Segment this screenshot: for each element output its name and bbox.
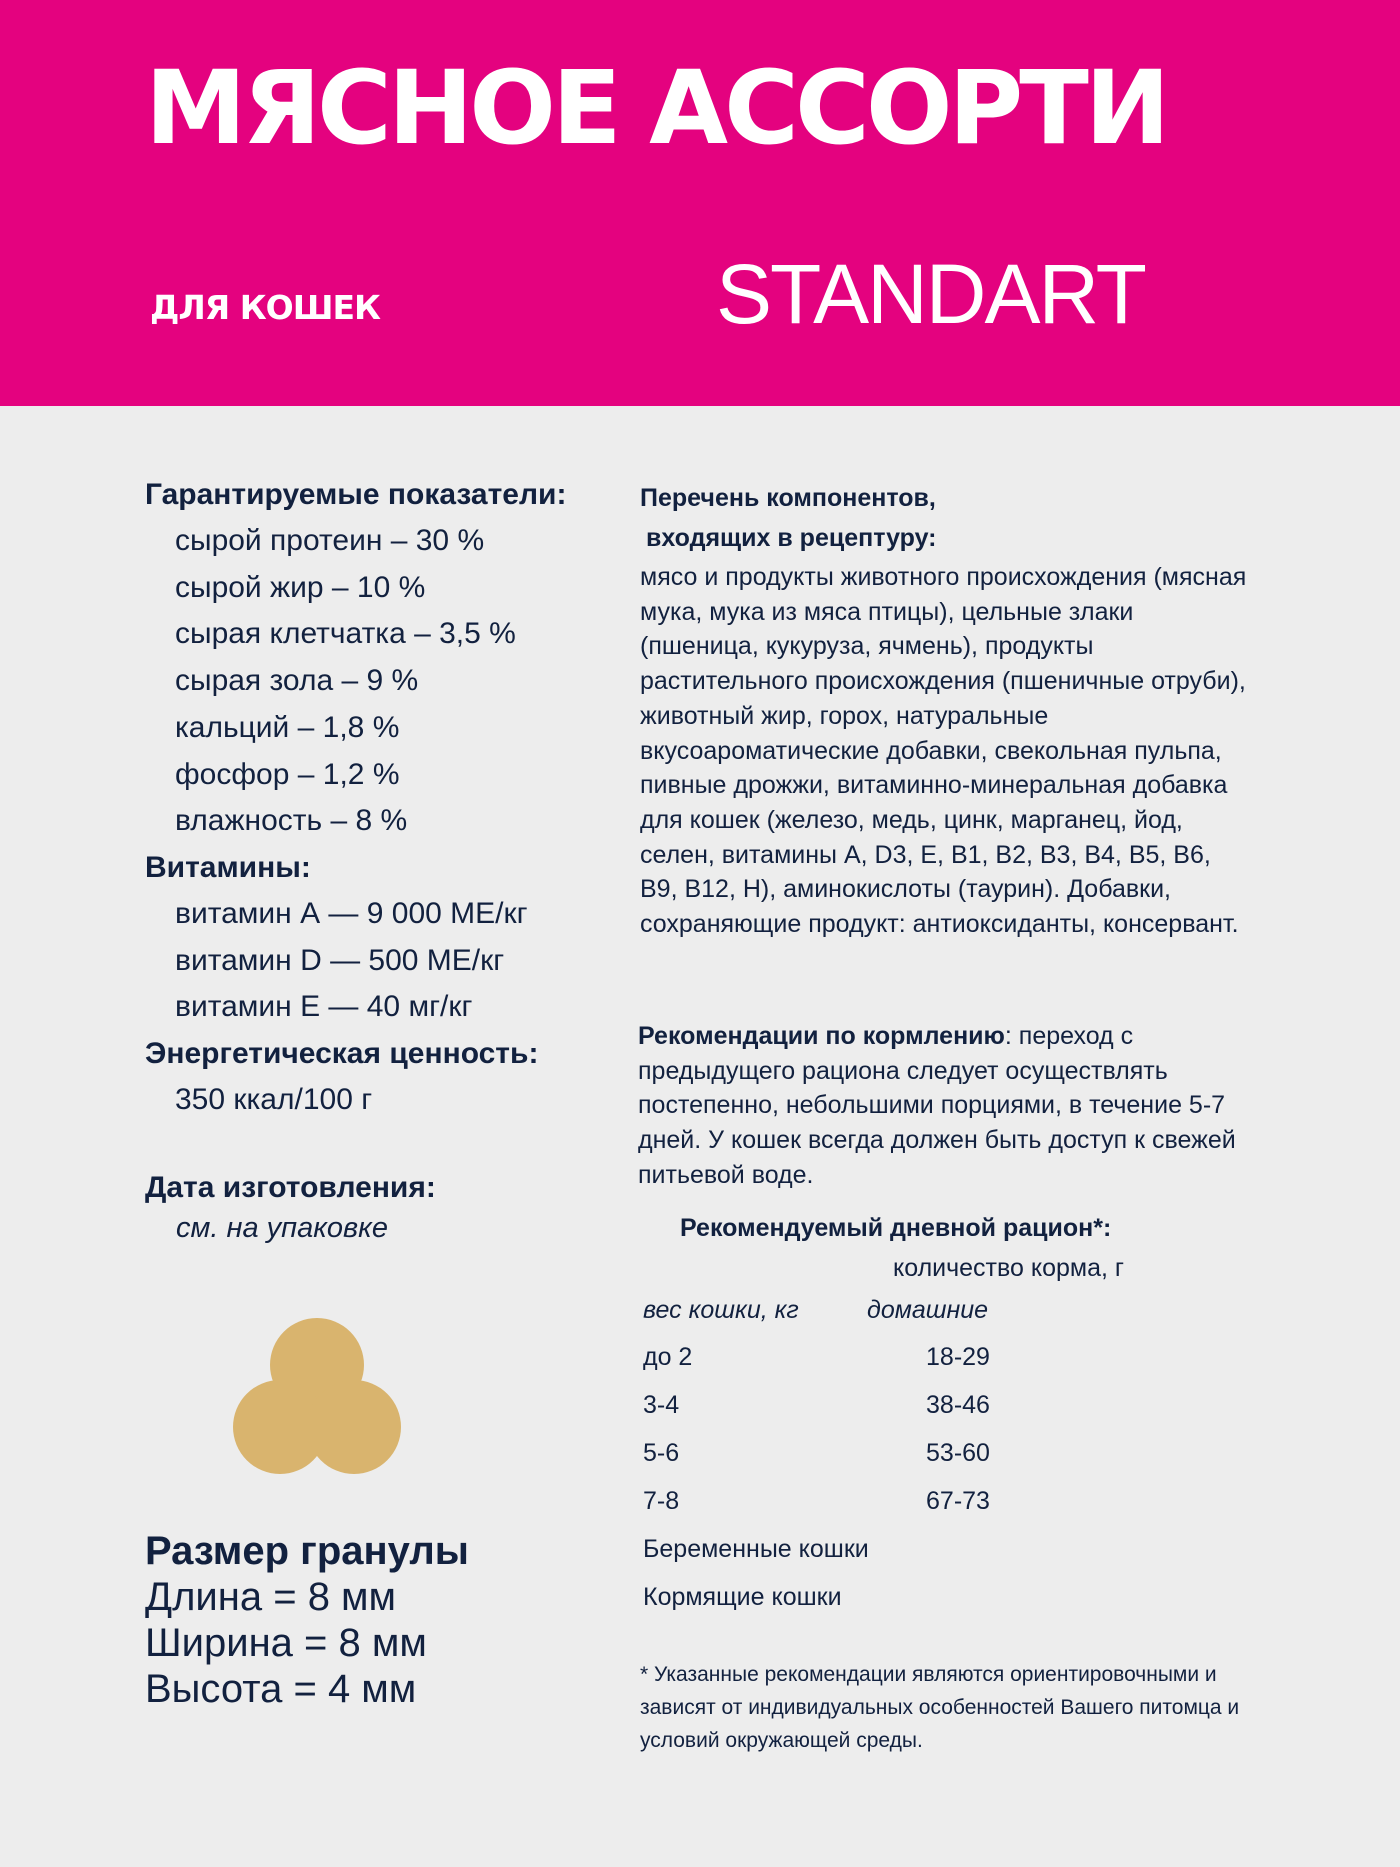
ration-weight: 3-4 (643, 1391, 680, 1419)
ration-col-weight: вес кошки, кг (643, 1296, 799, 1324)
ration-amount: 53-60 (926, 1439, 990, 1467)
feeding-recommendations (638, 1019, 1258, 1193)
guaranteed-item: сырой протеин – 30 % (175, 524, 485, 557)
feeding-text: : переход с предыдущего рациона следует осуществлять постепенно, небольшими порциями, в течение 5-7 дней. У кошек всегда должен быть доступ к свежей питьевой воде. (638, 1022, 1236, 1189)
ration-amount: 38-46 (926, 1391, 990, 1419)
ration-row (643, 1535, 1043, 1575)
components-heading-line2: входящих в рецептуру: (646, 524, 937, 552)
guaranteed-item: сырой жир – 10 % (175, 570, 426, 604)
vitamin-item: витамин Е — 40 мг/кг (175, 990, 473, 1024)
product-title: МЯСНОЕ АССОРТИ (145, 49, 1167, 168)
components-text: мясо и продукты животного происхождения (мясная мука, мука из мяса птицы), цельные злаки (пшеница, кукуруза, ячмень), продукты растительного происхождения (пшеничные отруби), животный жир, горох, натуральные вкусоароматические добавки, свекольная пульпа, пивные дрожжи, витаминно-минеральная добавка для кошек (железо, медь, цинк, марганец, йод, селен, витамины А, D3, E, B1, B2, B3, B4, B5, B6, B9, B12, H), аминокислоты (таурин). Добавки, сохраняющие продукт: антиоксиданты, консервант. (640, 563, 1247, 939)
brand-name: STANDART (716, 247, 1145, 341)
components-section (640, 478, 1250, 942)
ration-amount: 18-29 (926, 1343, 990, 1371)
guaranteed-item: сырая клетчатка – 3,5 % (175, 617, 516, 651)
ration-heading: Рекомендуемый дневной рацион*: (680, 1214, 1112, 1242)
ration-row (643, 1343, 1043, 1383)
guaranteed-item: влажность – 8 % (175, 804, 408, 838)
guaranteed-item: фосфор – 1,2 % (175, 757, 400, 791)
vitamins-heading: Витамины: (145, 850, 311, 884)
granule-circle (307, 1380, 401, 1474)
header-banner (0, 0, 1400, 406)
granule-size-heading: Размер гранулы (145, 1529, 469, 1573)
components-heading-line1: Перечень компонентов, (640, 484, 936, 512)
granule-width: Ширина = 8 мм (145, 1621, 427, 1665)
vitamin-item: витамин А — 9 000 МЕ/кг (175, 896, 528, 930)
energy-value: 350 ккал/100 г (175, 1083, 373, 1117)
ration-weight: 7-8 (643, 1487, 680, 1515)
ration-row (643, 1391, 1043, 1431)
ration-weight: до 2 (643, 1343, 693, 1371)
ration-amount: 67-73 (926, 1487, 990, 1515)
ration-qty-header: количество корма, г (893, 1254, 1124, 1282)
product-subtitle: ДЛЯ КОШЕК (150, 288, 381, 327)
components-heading (640, 478, 1250, 558)
guaranteed-item: сырая зола – 9 % (175, 664, 419, 698)
manufacture-date-value: см. на упаковке (176, 1212, 389, 1244)
manufacture-date-heading: Дата изготовления: (145, 1171, 436, 1204)
granule-height: Высота = 4 мм (145, 1667, 417, 1711)
guaranteed-heading: Гарантируемые показатели: (145, 478, 567, 511)
ration-weight: Беременные кошки (643, 1535, 869, 1563)
granule-length: Длина = 8 мм (145, 1575, 397, 1619)
ration-row (643, 1439, 1043, 1479)
ration-weight: 5-6 (643, 1439, 680, 1467)
footnote: * Указанные рекомендации являются ориентировочными и зависят от индивидуальных особенностей Вашего питомца и условий окружающей среды. (640, 1663, 1240, 1752)
nutrition-column (145, 472, 635, 1124)
ration-row (643, 1583, 1043, 1623)
ration-row (643, 1487, 1043, 1527)
feeding-label: Рекомендации по кормлению (638, 1022, 1005, 1050)
guaranteed-item: кальций – 1,8 % (175, 710, 400, 744)
energy-heading: Энергетическая ценность: (145, 1037, 539, 1071)
ration-col-home: домашние (867, 1296, 989, 1324)
granule-size-block (145, 1528, 469, 1712)
ration-weight: Кормящие кошки (643, 1583, 842, 1611)
vitamin-item: витамин D — 500 МЕ/кг (175, 943, 505, 977)
granule-icon (233, 1318, 401, 1474)
